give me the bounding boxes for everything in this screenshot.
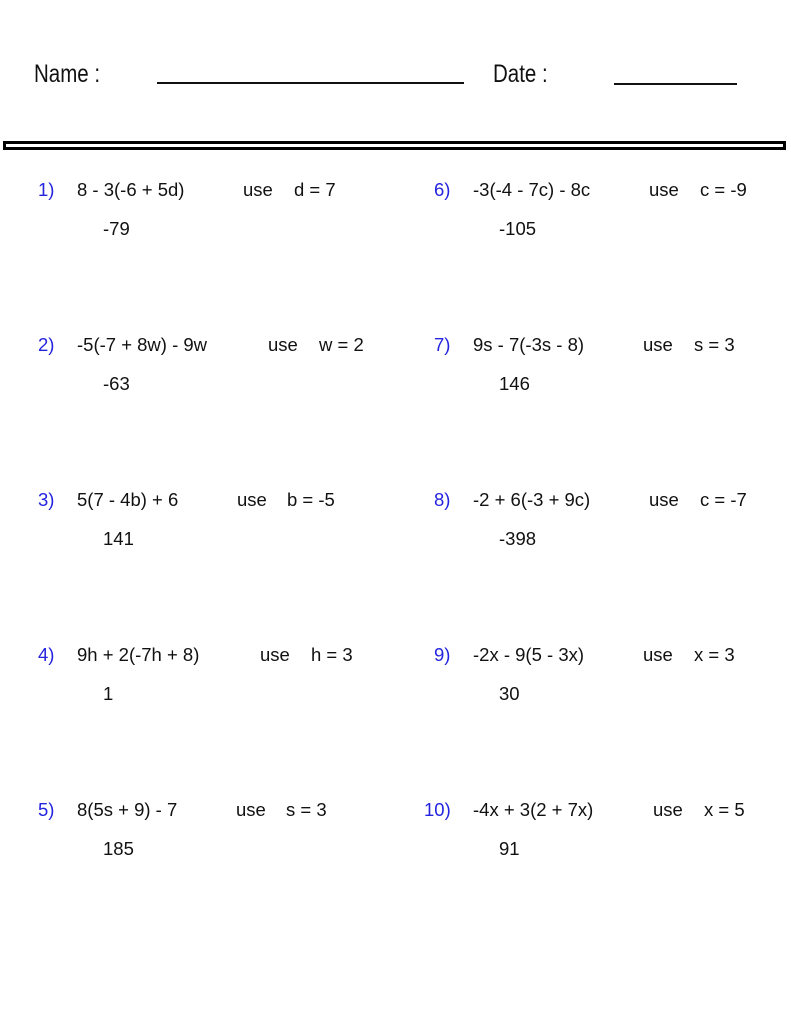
date-label: Date : bbox=[493, 60, 548, 88]
use-label: use bbox=[268, 334, 298, 355]
problem-answer: 91 bbox=[499, 838, 520, 859]
problem-number: 7) bbox=[434, 334, 451, 355]
problem-answer: -398 bbox=[499, 528, 537, 549]
use-label: use bbox=[649, 489, 679, 510]
problem-expression: -4x + 3(2 + 7x) bbox=[473, 799, 594, 820]
problem-answer: -79 bbox=[103, 218, 130, 239]
problem-expression: 5(7 - 4b) + 6 bbox=[77, 489, 179, 510]
problem-answer: 1 bbox=[103, 683, 114, 704]
problem-answer: 30 bbox=[499, 683, 520, 704]
problem-number: 5) bbox=[38, 799, 55, 820]
use-label: use bbox=[237, 489, 267, 510]
use-label: use bbox=[643, 644, 673, 665]
substitution-value: s = 3 bbox=[286, 799, 327, 820]
use-label: use bbox=[243, 179, 273, 200]
problem-expression: 8(5s + 9) - 7 bbox=[77, 799, 178, 820]
substitution-value: x = 5 bbox=[704, 799, 745, 820]
problem-expression: 8 - 3(-6 + 5d) bbox=[77, 179, 185, 200]
problem-number: 9) bbox=[434, 644, 451, 665]
header-divider bbox=[3, 141, 786, 150]
problem-answer: -63 bbox=[103, 373, 130, 394]
use-label: use bbox=[260, 644, 290, 665]
problem-answer: 185 bbox=[103, 838, 134, 859]
problem-answer: -105 bbox=[499, 218, 537, 239]
use-label: use bbox=[653, 799, 683, 820]
problem-number: 4) bbox=[38, 644, 55, 665]
problem-expression: -5(-7 + 8w) - 9w bbox=[77, 334, 208, 355]
substitution-value: s = 3 bbox=[694, 334, 735, 355]
problem-expression: 9h + 2(-7h + 8) bbox=[77, 644, 200, 665]
substitution-value: c = -9 bbox=[700, 179, 747, 200]
substitution-value: h = 3 bbox=[311, 644, 353, 665]
use-label: use bbox=[643, 334, 673, 355]
problem-answer: 146 bbox=[499, 373, 530, 394]
problem-number: 3) bbox=[38, 489, 55, 510]
substitution-value: b = -5 bbox=[287, 489, 335, 510]
problem-number: 1) bbox=[38, 179, 55, 200]
problem-answer: 141 bbox=[103, 528, 134, 549]
substitution-value: c = -7 bbox=[700, 489, 747, 510]
substitution-value: w = 2 bbox=[319, 334, 364, 355]
problem-number: 2) bbox=[38, 334, 55, 355]
problem-expression: -2 + 6(-3 + 9c) bbox=[473, 489, 591, 510]
name-label: Name : bbox=[34, 60, 101, 88]
problem-expression: 9s - 7(-3s - 8) bbox=[473, 334, 585, 355]
substitution-value: x = 3 bbox=[694, 644, 735, 665]
use-label: use bbox=[649, 179, 679, 200]
problem-expression: -3(-4 - 7c) - 8c bbox=[473, 179, 591, 200]
substitution-value: d = 7 bbox=[294, 179, 336, 200]
problem-expression: -2x - 9(5 - 3x) bbox=[473, 644, 585, 665]
name-blank-line[interactable] bbox=[157, 82, 464, 84]
problem-number: 6) bbox=[434, 179, 451, 200]
use-label: use bbox=[236, 799, 266, 820]
problem-number: 10) bbox=[424, 799, 451, 820]
problem-number: 8) bbox=[434, 489, 451, 510]
date-blank-line[interactable] bbox=[614, 83, 737, 85]
